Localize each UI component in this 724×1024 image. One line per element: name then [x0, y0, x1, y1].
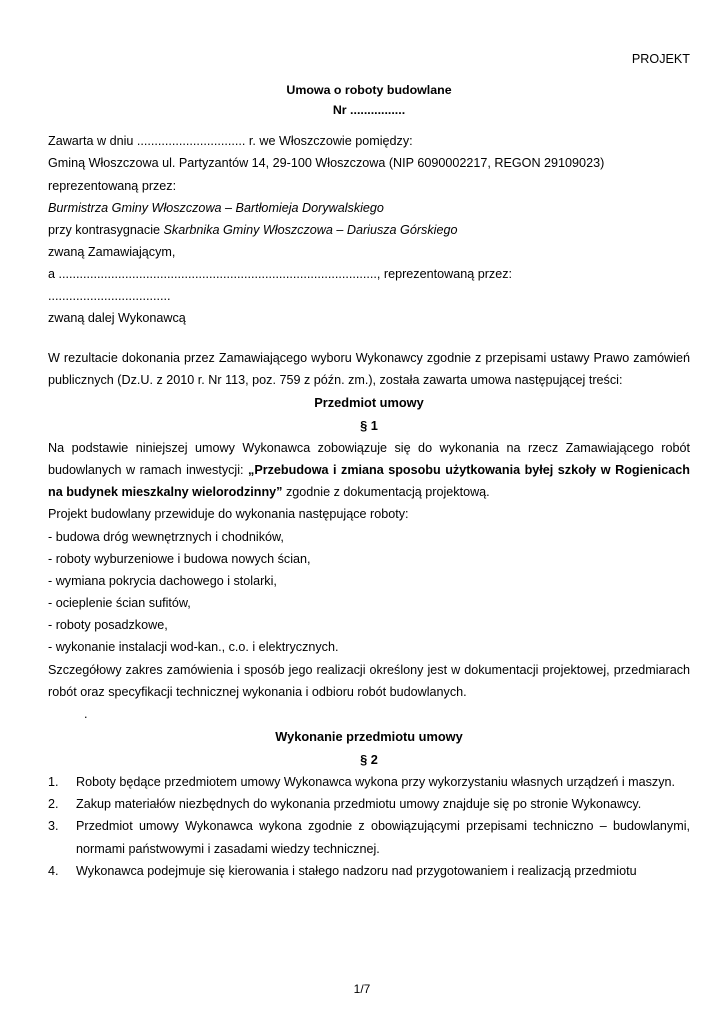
orderer-designation: zwaną Zamawiającym, [48, 244, 176, 259]
party-b-line: a ..........................................................................................., reprezentowaną przez: [48, 267, 513, 282]
list-item-text: Wykonawca podejmuje się kierowania i stałego nadzoru nad przygotowaniem i realizacją przedmiotu [76, 863, 637, 878]
section-mark-2: § 2 [360, 752, 378, 768]
intro-line-3: reprezentowaną przez: [48, 178, 177, 193]
project-label: PROJEKT [631, 52, 690, 66]
stray-dot: . [84, 706, 88, 721]
works-item: - roboty wyburzeniowe i budowa nowych ścian, [48, 551, 311, 566]
representative-line-2 [48, 219, 690, 241]
list-item [48, 793, 690, 815]
paragraph-1-post: zgodnie z dokumentacją projektową. [282, 485, 490, 500]
party-b-dots: ................................... [48, 289, 171, 304]
document-title [48, 80, 690, 120]
investment-name: „Przebudowa i zmiana sposobu użytkowania byłej szkoły w Rogienicach na budynek mieszkalny wielorodzinny” [48, 463, 690, 500]
countersign-name: Skarbnika Gminy Włoszczowa – Dariusza Górskiego [163, 222, 458, 237]
list-item-text: Roboty będące przedmiotem umowy Wykonawca wykona przy wykorzystaniu własnych urządzeń i maszyn. [76, 775, 676, 790]
intro-line-2: Gminą Włoszczowa ul. Partyzantów 14, 29-100 Włoszczowa (NIP 6090002217, REGON 29109023) [48, 156, 605, 171]
document-body [48, 130, 690, 882]
paragraph-1-pre: Na podstawie niniejszej umowy Wykonawca zobowiązuje się do wykonania na rzecz Zamawiającego robót budowlanych w ramach inwestycji: [48, 440, 690, 478]
intro-line-1: Zawarta w dniu ............................... r. we Włoszczowie pomiędzy: [48, 134, 413, 149]
paragraph-1 [48, 437, 690, 503]
works-item: - roboty posadzkowe, [48, 618, 168, 633]
paragraph-2: Projekt budowlany przewiduje do wykonania następujące roboty: [48, 507, 409, 522]
list-item [48, 771, 690, 793]
paragraph-3: Szczegółowy zakres zamówienia i sposób jego realizacji określony jest w dokumentacji projektowej, przedmiarach robót oraz specyfikacji technicznej wykonania i odbioru robót budowlanych. [48, 662, 690, 699]
page-number: 1/7 [353, 982, 371, 996]
countersign-prefix: przy kontrasygnacie [48, 222, 164, 237]
list-item-text: Zakup materiałów niezbędnych do wykonania przedmiotu umowy znajduje się po stronie Wykonawcy. [76, 797, 642, 812]
list-item [48, 815, 690, 859]
contractor-designation: zwaną dalej Wykonawcą [48, 311, 186, 326]
heading-performance: Wykonanie przedmiotu umowy [275, 729, 463, 744]
section-mark-1: § 1 [360, 417, 378, 433]
list-item-index: 3. [48, 819, 59, 834]
list-item-index: 1. [48, 775, 59, 790]
works-item: - wymiana pokrycia dachowego i stolarki, [48, 573, 277, 588]
preamble-paragraph: W rezultacie dokonania przez Zamawiającego wyboru Wykonawcy zgodnie z przepisami ustawy Prawo zamówień publicznych (Dz.U. z 2010 r. Nr 113, poz. 759 z późn. zm.), została zawarta umowa następującej treści: [48, 350, 690, 387]
representative-line-1: Burmistrza Gminy Włoszczowa – Bartłomieja Dorywalskiego [48, 200, 384, 215]
title-line-1: Umowa o roboty budowlane [286, 83, 452, 97]
numbered-list [48, 771, 690, 882]
list-item-index: 4. [48, 863, 59, 878]
list-item-text: Przedmiot umowy Wykonawca wykona zgodnie z obowiązującymi przepisami techniczno – budowlanymi, normami państwowymi i zasadami wiedzy technicznej. [76, 819, 690, 856]
spacer [48, 330, 690, 347]
list-item [48, 860, 690, 882]
works-item: - wykonanie instalacji wod-kan., c.o. i elektrycznych. [48, 640, 339, 655]
title-line-2: Nr ................ [332, 103, 406, 118]
works-item: - budowa dróg wewnętrznych i chodników, [48, 529, 284, 544]
works-item: - ocieplenie ścian sufitów, [48, 596, 191, 611]
list-item-index: 2. [48, 797, 59, 812]
heading-subject-of-contract: Przedmiot umowy [314, 394, 424, 410]
